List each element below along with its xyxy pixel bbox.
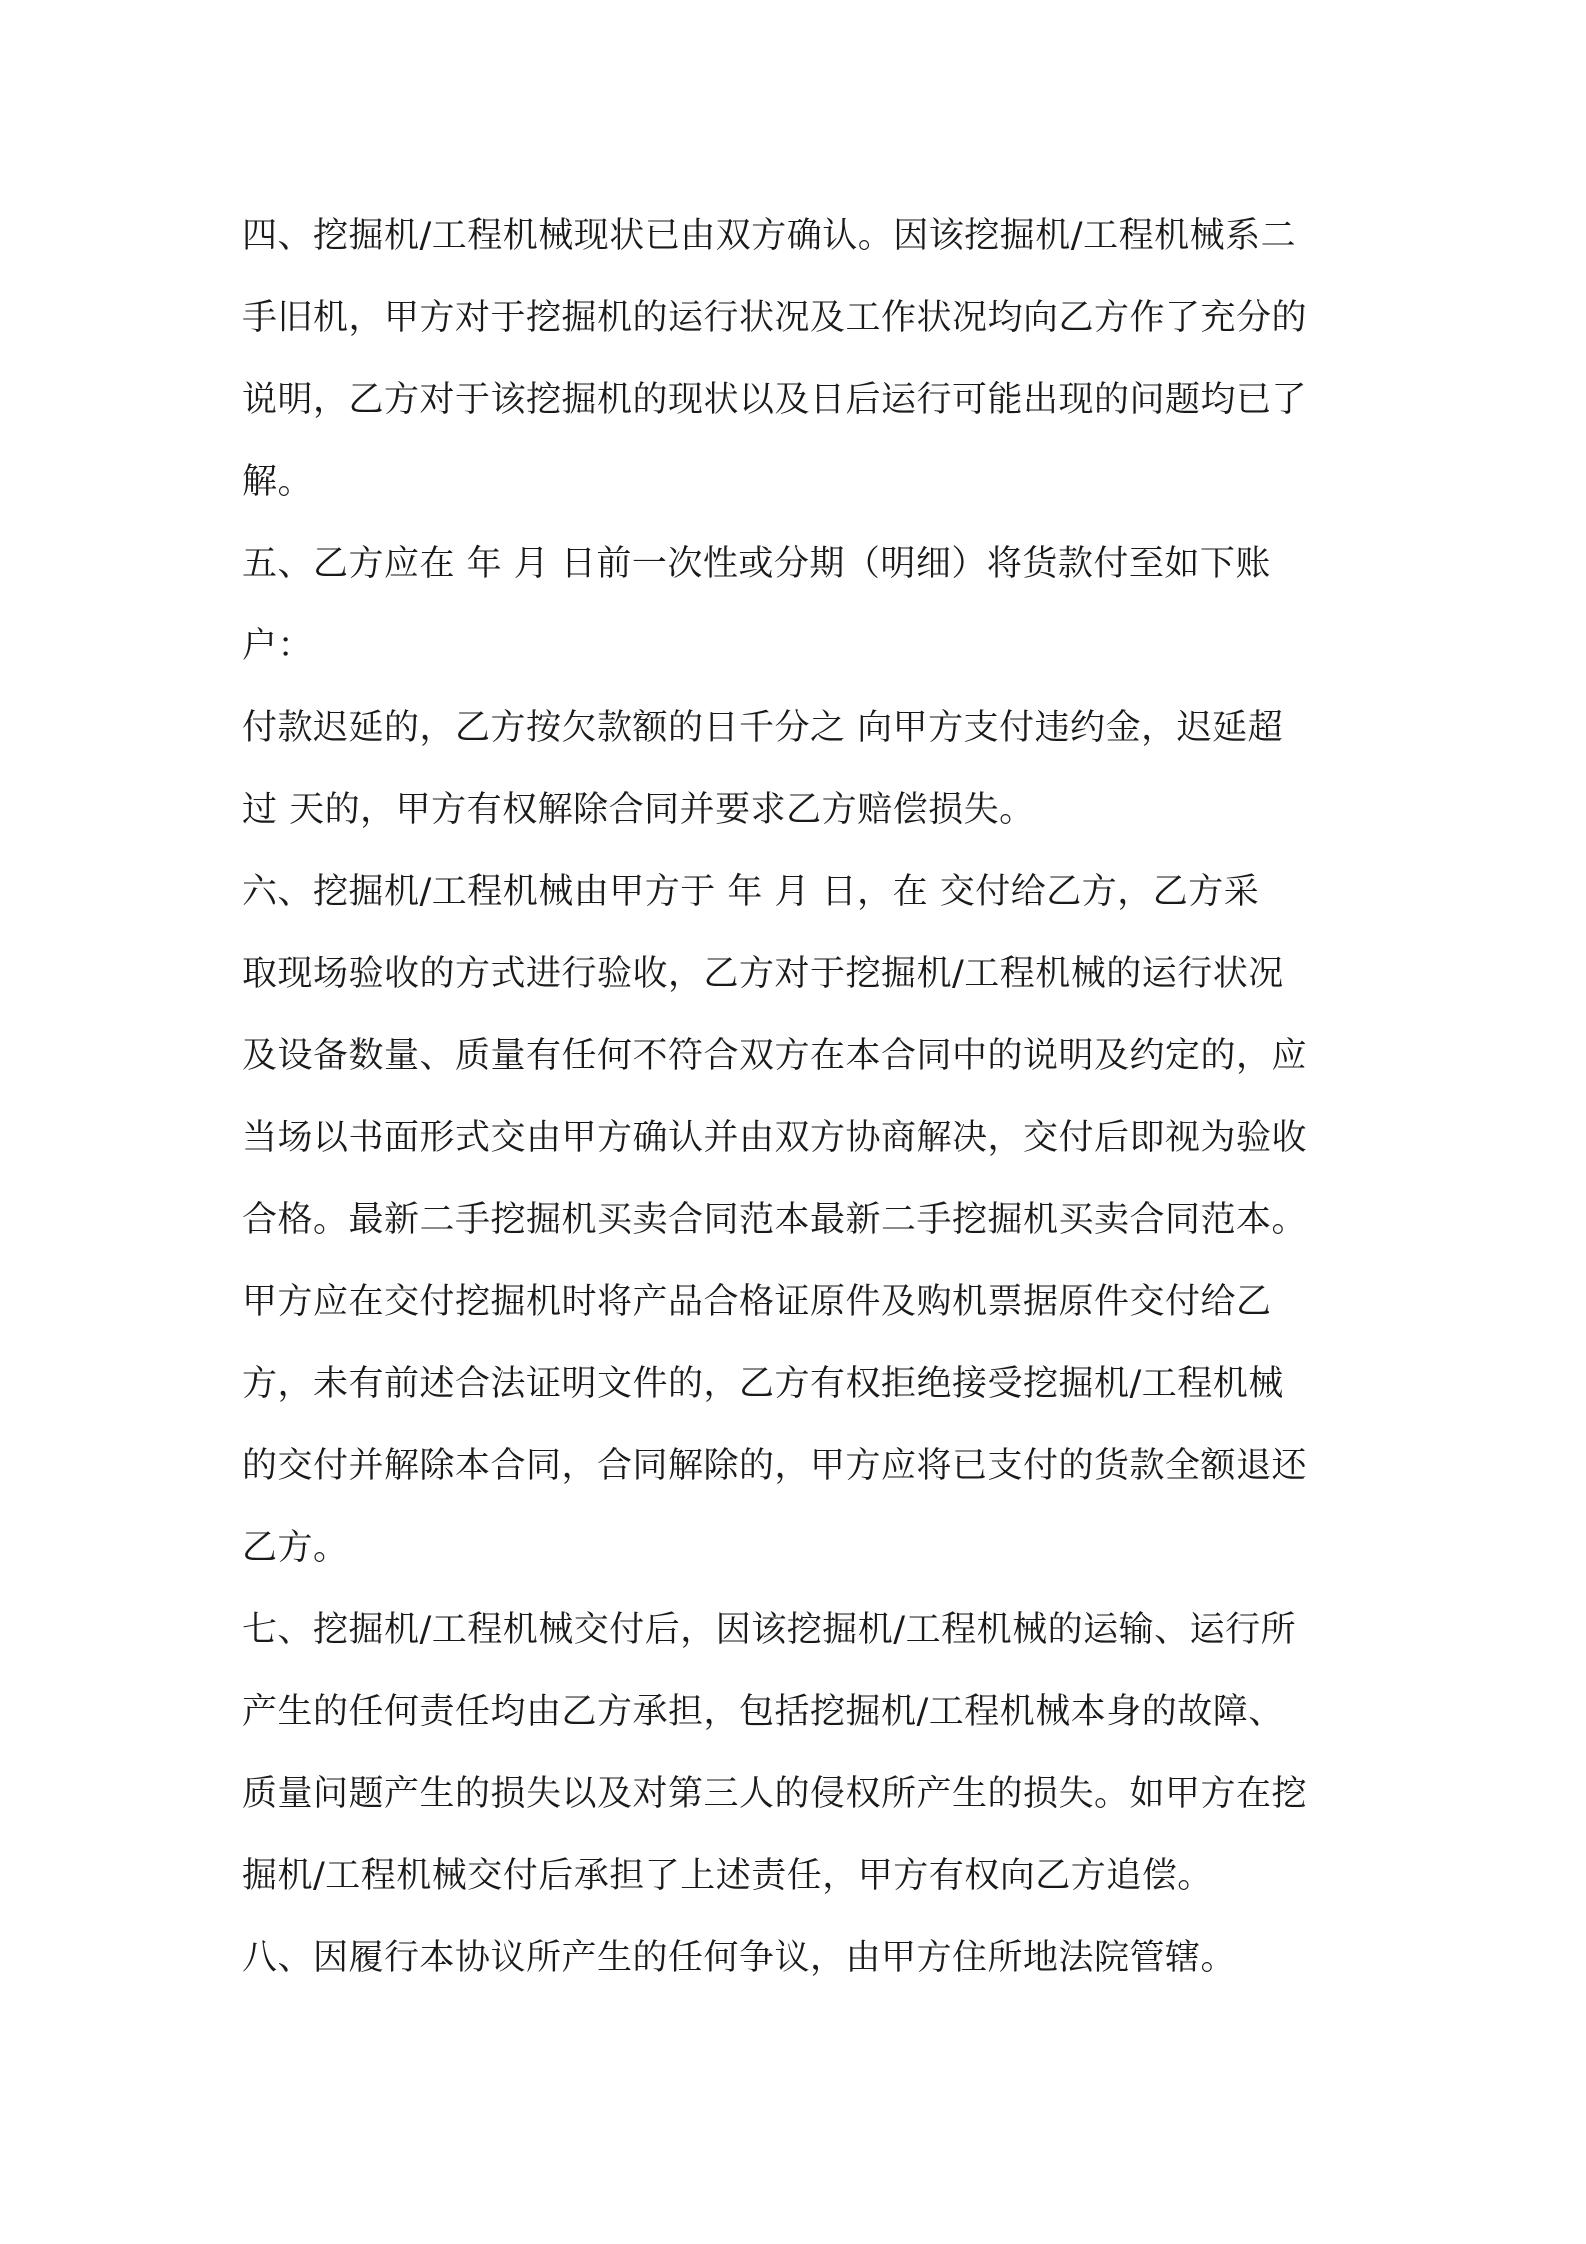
clause-4-line-1: 四、挖掘机/工程机械现状已由双方确认。因该挖掘机/工程机械系二 bbox=[242, 216, 1297, 256]
clause-4-line-4: 解。 bbox=[242, 462, 314, 502]
clause-8-line-1: 八、因履行本协议所产生的任何争议，由甲方住所地法院管辖。 bbox=[242, 1938, 1237, 1978]
clause-7-line-4: 掘机/工程机械交付后承担了上述责任，甲方有权向乙方追偿。 bbox=[242, 1856, 1213, 1896]
clause-7-line-1: 七、挖掘机/工程机械交付后，因该挖掘机/工程机械的运输、运行所 bbox=[242, 1610, 1297, 1650]
clause-7-line-3: 质量问题产生的损失以及对第三人的侵权所产生的损失。如甲方在挖 bbox=[242, 1774, 1308, 1814]
clause-7-line-2: 产生的任何责任均由乙方承担，包括挖掘机/工程机械本身的故障、 bbox=[242, 1692, 1284, 1732]
clause-6-line-5: 合格。最新二手挖掘机买卖合同范本最新二手挖掘机买卖合同范本。 bbox=[242, 1200, 1308, 1240]
clause-5-line-4: 过 天的，甲方有权解除合同并要求乙方赔偿损失。 bbox=[242, 790, 1035, 830]
clause-6-line-8: 的交付并解除本合同，合同解除的，甲方应将已支付的货款全额退还 bbox=[242, 1446, 1308, 1486]
clause-6-line-3: 及设备数量、质量有任何不符合双方在本合同中的说明及约定的，应 bbox=[242, 1036, 1308, 1076]
clause-5-line-3: 付款迟延的，乙方按欠款额的日千分之 向甲方支付违约金，迟延超 bbox=[242, 708, 1284, 748]
clause-5-line-1: 五、乙方应在 年 月 日前一次性或分期（明细）将货款付至如下账 bbox=[242, 544, 1271, 584]
clause-6-line-4: 当场以书面形式交由甲方确认并由双方协商解决，交付后即视为验收 bbox=[242, 1118, 1308, 1158]
clause-6-line-6: 甲方应在交付挖掘机时将产品合格证原件及购机票据原件交付给乙 bbox=[242, 1282, 1272, 1322]
clause-6-line-7: 方，未有前述合法证明文件的，乙方有权拒绝接受挖掘机/工程机械 bbox=[242, 1364, 1284, 1404]
clause-5-line-2: 户： bbox=[242, 626, 314, 666]
clause-4-line-3: 说明，乙方对于该挖掘机的现状以及日后运行可能出现的问题均已了 bbox=[242, 380, 1308, 420]
clause-6-line-1: 六、挖掘机/工程机械由甲方于 年 月 日，在 交付给乙方，乙方采 bbox=[242, 872, 1260, 912]
clause-6-line-2: 取现场验收的方式进行验收，乙方对于挖掘机/工程机械的运行状况 bbox=[242, 954, 1284, 994]
clause-4-line-2: 手旧机，甲方对于挖掘机的运行状况及工作状况均向乙方作了充分的 bbox=[242, 298, 1308, 338]
contract-body bbox=[242, 195, 1352, 1999]
clause-6-line-9: 乙方。 bbox=[242, 1528, 349, 1568]
